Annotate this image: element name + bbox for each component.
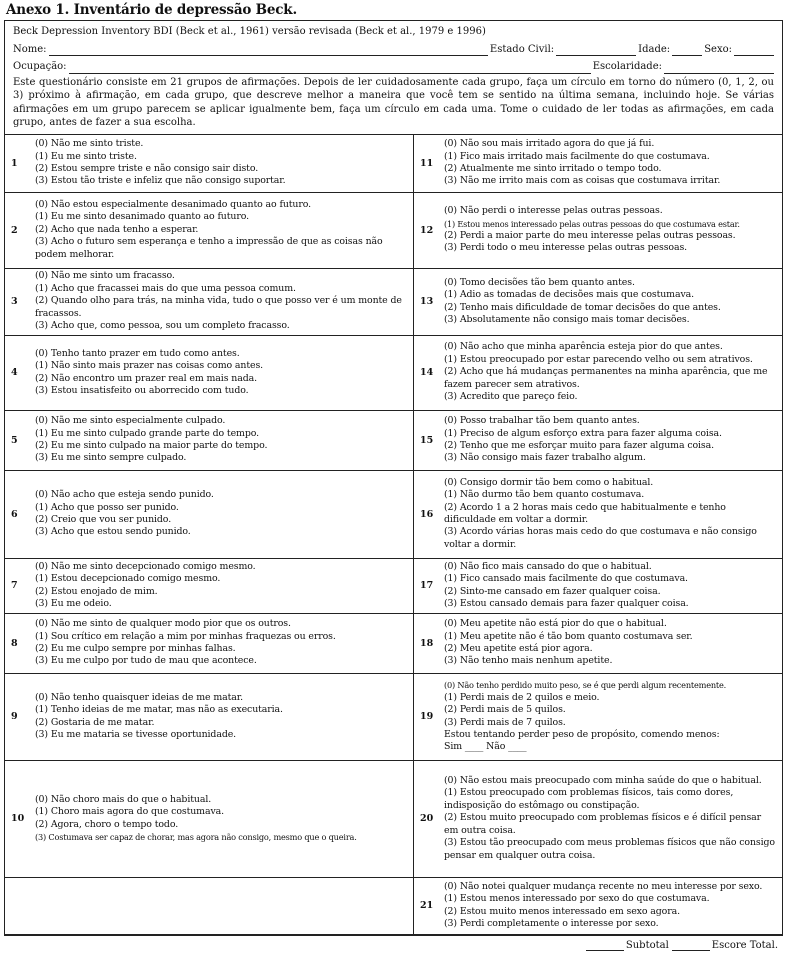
option-statement[interactable]: (1) Choro mais agora do que costumava. xyxy=(35,806,225,818)
sexo-label: Sexo: xyxy=(704,43,732,55)
option-statement[interactable]: (1) Acho que fracassei mais do que uma pessoa comum. xyxy=(35,282,296,294)
option-statement[interactable]: (2) Atualmente me sinto irritado o tempo todo. xyxy=(444,163,662,174)
estado-civil-label: Estado Civil: xyxy=(489,43,555,55)
nome-field[interactable] xyxy=(49,45,488,56)
escolaridade-label: Escolaridade: xyxy=(592,61,662,72)
item-number: 12 xyxy=(420,224,434,236)
item-options xyxy=(33,559,413,613)
item-group-12 xyxy=(414,193,782,269)
option-statement[interactable]: (3) Eu me sinto sempre culpado. xyxy=(35,452,187,464)
item-options xyxy=(33,674,413,760)
score-footer xyxy=(4,936,784,953)
option-statement[interactable]: (1) Sou crítico em relação a mim por minhas fraquezas ou erros. xyxy=(35,630,336,642)
occupation-line xyxy=(13,60,774,74)
option-statement[interactable]: (2) Quando olho para trás, na minha vida, tudo o que posso ver é um monte de fracassos. xyxy=(35,295,402,319)
option-statement[interactable]: (3) Absolutamente não consigo mais tomar decisões. xyxy=(444,313,690,325)
option-statement[interactable]: (2) Acordo 1 a 2 horas mais cedo que habitualmente e tenho dificuldade em voltar a dormir. xyxy=(444,501,726,525)
item-number: 19 xyxy=(420,711,434,722)
option-statement[interactable]: (0) Não estou especialmente desanimado quanto ao futuro. xyxy=(35,198,311,210)
item-number: 1 xyxy=(11,157,18,169)
item-group-15 xyxy=(414,411,782,471)
item-group-17 xyxy=(414,559,782,614)
option-statement[interactable]: (1) Estou decepcionado comigo mesmo. xyxy=(35,573,221,585)
option-statement[interactable]: (1) Eu me sinto culpado grande parte do tempo. xyxy=(35,427,259,439)
sexo-field[interactable] xyxy=(734,45,774,56)
option-statement[interactable]: (2) Perdi a maior parte do meu interesse pelas outras pessoas. xyxy=(444,230,736,241)
item-number: 21 xyxy=(420,900,434,911)
item-options xyxy=(33,336,413,410)
subtotal-label: Subtotal xyxy=(625,939,669,951)
item-group-9 xyxy=(5,674,414,761)
item-group-11 xyxy=(414,135,782,193)
item-group-4 xyxy=(5,336,414,411)
option-statement[interactable]: (1) Eu me sinto triste. xyxy=(35,150,137,162)
item-number: 11 xyxy=(420,157,434,169)
option-statement[interactable]: (3) Perdi completamente o interesse por sexo. xyxy=(444,917,659,929)
option-statement[interactable]: (1) Perdi mais de 2 quilos e meio. xyxy=(444,691,600,703)
option-statement[interactable]: (1) Adio as tomadas de decisões mais que costumava. xyxy=(444,289,695,301)
option-statement[interactable]: (0) Não choro mais do que o habitual. xyxy=(35,793,212,805)
option-statement[interactable]: (3) Perdi mais de 7 quilos. xyxy=(444,716,566,728)
item-group-5 xyxy=(5,411,414,471)
option-statement[interactable]: (2) Estou enojado de mim. xyxy=(35,585,158,597)
option-statement[interactable]: (0) Consigo dormir tão bem como o habitual. xyxy=(444,476,654,488)
item-number xyxy=(5,878,33,934)
option-statement[interactable]: (1) Tenho ideias de me matar, mas não as executaria. xyxy=(35,704,283,716)
item-group-8 xyxy=(5,614,414,674)
subtotal-field[interactable] xyxy=(586,940,624,951)
option-statement[interactable]: (0) Meu apetite não está pior do que o habitual. xyxy=(444,618,667,630)
item-options xyxy=(442,614,782,673)
item-number: 17 xyxy=(420,580,434,591)
option-statement[interactable]: (0) Não me sinto um fracasso. xyxy=(35,270,175,282)
item-group-6 xyxy=(5,471,414,559)
option-statement[interactable]: (0) Não estou mais preocupado com minha saúde do que o habitual. xyxy=(444,775,762,787)
option-statement[interactable]: (3) Não consigo mais fazer trabalho algum. xyxy=(444,452,646,464)
item-number: 14 xyxy=(420,367,434,378)
item-group-2 xyxy=(5,193,414,269)
item-group-13 xyxy=(414,269,782,336)
inventory-subtitle: Beck Depression Inventory BDI (Beck et al., 1961) versão revisada (Beck et al., 1979 e 1996) xyxy=(13,26,486,37)
item-options xyxy=(33,878,413,934)
estado-civil-field[interactable] xyxy=(556,45,636,56)
item-options xyxy=(33,471,413,558)
option-statement[interactable]: (2) Perdi mais de 5 quilos. xyxy=(444,704,566,716)
option-statement[interactable]: (1) Não durmo tão bem quanto costumava. xyxy=(444,489,645,501)
item-options xyxy=(33,135,413,192)
questionnaire-sheet xyxy=(4,20,783,936)
option-statement[interactable]: (0) Não tenho perdido muito peso, se é que perdi algum recentemente. xyxy=(444,680,727,691)
option-statement[interactable]: (1) Não sinto mais prazer nas coisas como antes. xyxy=(35,360,264,372)
escore-total-field[interactable] xyxy=(672,940,710,951)
option-statement[interactable]: (0) Não me sinto de qualquer modo pior que os outros. xyxy=(35,618,291,630)
option-statement[interactable]: (2) Tenho que me esforçar muito para fazer alguma coisa. xyxy=(444,440,715,451)
item-group-3 xyxy=(5,269,414,336)
item-options xyxy=(33,761,413,877)
option-statement[interactable]: (0) Posso trabalhar tão bem quanto antes. xyxy=(444,415,640,427)
item-options xyxy=(33,193,413,268)
option-statement[interactable]: (0) Tomo decisões tão bem quanto antes. xyxy=(444,276,635,288)
name-line xyxy=(13,43,774,57)
item-group-18 xyxy=(414,614,782,674)
option-statement[interactable]: (3) Estou tão triste e infeliz que não consigo suportar. xyxy=(35,175,286,187)
item-options xyxy=(33,614,413,673)
item-options xyxy=(442,471,782,558)
page-title: Anexo 1. Inventário de depressão Beck. xyxy=(6,2,297,18)
item-options xyxy=(442,193,782,268)
option-statement[interactable]: (0) Não me sinto especialmente culpado. xyxy=(35,415,226,427)
option-statement[interactable]: (2) Estou muito menos interessado em sexo agora. xyxy=(444,905,680,917)
option-statement[interactable]: (1) Preciso de algum esforço extra para fazer alguma coisa. xyxy=(444,427,722,439)
item-number: 10 xyxy=(11,813,25,824)
item-number: 7 xyxy=(11,580,18,591)
option-statement[interactable]: (1) Fico mais irritado mais facilmente do que costumava. xyxy=(444,150,710,162)
item-number: 13 xyxy=(420,296,434,307)
item-number: 9 xyxy=(11,711,18,722)
item-options xyxy=(442,878,782,934)
instructions-text: Este questionário consiste em 21 grupos de afirmações. Depois de ler cuidadosamente cada grupo, faça um círculo em torno do número (0, 1, 2, ou 3) próximo à afirmação, em cada grupo, que descreve melhor a maneira que você tem se sentido na última semana, incluindo hoje. Se várias afirmações em um grupo parecem se aplicar igualmente bem, faça um círculo em cada uma. Tome o cuidado de ler todas as afirmações, em cada grupo, antes de fazer a sua escolha. xyxy=(13,76,774,128)
option-statement[interactable]: (3) Estou insatisfeito ou aborrecido com tudo. xyxy=(35,384,249,396)
item-number: 2 xyxy=(11,224,18,236)
option-statement[interactable]: (0) Não tenho quaisquer ideias de me matar. xyxy=(35,691,244,703)
item-number: 3 xyxy=(11,296,18,307)
item-number: 4 xyxy=(11,367,18,378)
option-statement[interactable]: (3) Eu me odeio. xyxy=(35,597,112,609)
option-statement[interactable]: (3) Acredito que pareço feio. xyxy=(444,391,578,403)
option-statement[interactable]: (3) Não me irrito mais com as coisas que costumava irritar. xyxy=(444,175,721,187)
option-statement[interactable]: (2) Acho que há mudanças permanentes na minha aparência, que me fazem parecer sem atrativos. xyxy=(444,366,768,390)
option-statement[interactable]: (1) Eu me sinto desanimado quanto ao futuro. xyxy=(35,211,249,223)
item-number: 15 xyxy=(420,434,434,446)
option-statement[interactable]: (1) Estou menos interessado pelas outras pessoas do que costumava estar. xyxy=(444,218,740,229)
option-statement[interactable]: (2) Eu me sinto culpado na maior parte do tempo. xyxy=(35,440,268,451)
option-statement[interactable]: (3) Estou cansado demais para fazer qualquer coisa. xyxy=(444,597,689,609)
item-group-21 xyxy=(414,878,782,935)
option-statement[interactable]: (0) Não acho que esteja sendo punido. xyxy=(35,489,214,501)
option-statement[interactable]: (2) Não encontro um prazer real em mais nada. xyxy=(35,372,257,384)
option-statement[interactable]: (0) Não notei qualquer mudança recente no meu interesse por sexo. xyxy=(444,880,763,892)
option-statement[interactable]: (2) Tenho mais dificuldade de tomar decisões do que antes. xyxy=(444,301,721,313)
item-options xyxy=(442,411,782,470)
item-number: 16 xyxy=(420,508,434,520)
escolaridade-field[interactable] xyxy=(664,63,774,74)
option-statement[interactable]: (0) Não fico mais cansado do que o habitual. xyxy=(444,560,652,572)
item-group-14 xyxy=(414,336,782,411)
idade-label: Idade: xyxy=(638,43,671,55)
nome-label: Nome: xyxy=(13,43,47,55)
item-options xyxy=(442,336,782,410)
item-options xyxy=(442,559,782,613)
items-grid xyxy=(5,135,782,935)
option-statement[interactable]: (3) Não tenho mais nenhum apetite. xyxy=(444,655,613,667)
option-statement[interactable]: (0) Tenho tanto prazer em tudo como antes. xyxy=(35,347,240,359)
item-options xyxy=(33,269,413,335)
option-statement[interactable]: (1) Acho que posso ser punido. xyxy=(35,501,179,513)
option-statement[interactable]: (2) Creio que vou ser punido. xyxy=(35,514,172,525)
item-number: 20 xyxy=(420,813,434,824)
item-number: 8 xyxy=(11,637,18,649)
item-number: 5 xyxy=(11,434,18,446)
option-statement[interactable]: (3) Acho o futuro sem esperança e tenho a impressão de que as coisas não podem melhorar. xyxy=(35,236,383,260)
option-statement[interactable]: (3) Acordo várias horas mais cedo do que costumava e não consigo voltar a dormir. xyxy=(444,526,757,550)
option-statement[interactable]: (1) Meu apetite não é tão bom quanto costumava ser. xyxy=(444,630,693,642)
option-statement[interactable]: Estou tentando perder peso de propósito, comendo menos: xyxy=(444,728,720,740)
option-statement[interactable]: (2) Gostaria de me matar. xyxy=(35,716,155,728)
option-statement[interactable]: (1) Estou preocupado com problemas físicos, tais como dores, indisposição do estômago ou constipação. xyxy=(444,787,734,811)
idade-field[interactable] xyxy=(672,45,702,56)
option-statement[interactable]: (3) Perdi todo o meu interesse pelas outras pessoas. xyxy=(444,242,688,254)
option-statement[interactable]: (2) Estou muito preocupado com problemas físicos e é difícil pensar em outra coisa. xyxy=(444,812,762,836)
option-statement[interactable]: (0) Não me sinto triste. xyxy=(35,138,144,150)
option-statement[interactable]: Sim ____ Não ____ xyxy=(444,741,527,753)
option-statement[interactable]: (3) Acho que estou sendo punido. xyxy=(35,526,191,538)
option-statement[interactable]: (2) Meu apetite está pior agora. xyxy=(444,643,593,654)
item-group-16 xyxy=(414,471,782,559)
option-statement[interactable]: (0) Não sou mais irritado agora do que já fui. xyxy=(444,138,655,150)
option-statement[interactable]: (1) Fico cansado mais facilmente do que costumava. xyxy=(444,573,688,585)
option-statement[interactable]: (0) Não acho que minha aparência esteja pior do que antes. xyxy=(444,341,723,353)
item-group-7 xyxy=(5,559,414,614)
item-number: 6 xyxy=(11,508,18,520)
option-statement[interactable]: (0) Não perdi o interesse pelas outras pessoas. xyxy=(444,205,663,217)
ocupacao-field[interactable] xyxy=(69,63,591,74)
subtitle-line xyxy=(13,25,774,39)
item-options xyxy=(442,135,782,192)
option-statement[interactable]: (1) Estou preocupado por estar parecendo velho ou sem atrativos. xyxy=(444,353,753,365)
option-statement[interactable]: (3) Acho que, como pessoa, sou um completo fracasso. xyxy=(35,320,290,332)
option-statement[interactable]: (2) Eu me culpo sempre por minhas falhas. xyxy=(35,643,236,654)
item-options xyxy=(442,761,782,877)
escore-total-label: Escore Total. xyxy=(711,939,778,951)
item-group-19 xyxy=(414,674,782,761)
option-statement[interactable]: (0) Não me sinto decepcionado comigo mesmo. xyxy=(35,560,256,572)
option-statement[interactable]: (2) Acho que nada tenho a esperar. xyxy=(35,223,199,235)
item-group-20 xyxy=(414,761,782,878)
form-header xyxy=(5,21,782,135)
item-options xyxy=(442,269,782,335)
option-statement[interactable]: (1) Estou menos interessado por sexo do que costumava. xyxy=(444,893,710,905)
empty-cell xyxy=(5,878,414,935)
item-group-10 xyxy=(5,761,414,878)
item-group-1 xyxy=(5,135,414,193)
ocupacao-label: Ocupação: xyxy=(13,61,67,72)
item-options xyxy=(442,674,782,760)
option-statement[interactable]: (3) Eu me mataria se tivesse oportunidade. xyxy=(35,728,237,740)
option-statement[interactable]: (3) Eu me culpo por tudo de mau que acontece. xyxy=(35,655,257,667)
option-statement[interactable]: (2) Sinto-me cansado em fazer qualquer coisa. xyxy=(444,585,661,597)
option-statement[interactable]: (2) Estou sempre triste e não consigo sair disto. xyxy=(35,163,259,174)
option-statement[interactable]: (3) Estou tão preocupado com meus problemas físicos que não consigo pensar em qualquer outra coisa. xyxy=(444,837,775,861)
item-options xyxy=(33,411,413,470)
option-statement[interactable]: (3) Costumava ser capaz de chorar, mas agora não consigo, mesmo que o queira. xyxy=(35,831,357,842)
option-statement[interactable]: (2) Agora, choro o tempo todo. xyxy=(35,818,179,830)
item-number: 18 xyxy=(420,637,434,649)
